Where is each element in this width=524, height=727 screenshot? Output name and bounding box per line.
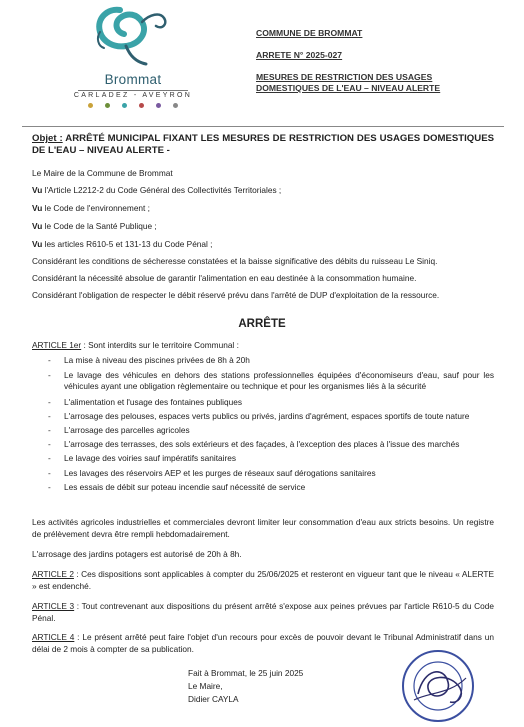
objet-text: ARRÊTÉ MUNICIPAL FIXANT LES MESURES DE RESTRICTION DES USAGES DOMESTIQUES DE L'EAU – NIVEAU ALERTE - (32, 133, 494, 156)
list-item: - L'arrosage des parcelles agricoles (48, 425, 494, 436)
logo-dot (88, 103, 93, 108)
logo-name: Brommat (104, 72, 162, 87)
logo-subtitle: CARLADEZ - AVEYRON (73, 92, 193, 99)
considerant-line: Considérant la nécessité absolue de garantir l'alimentation en eau destinée à la consommation humaine. (32, 273, 417, 283)
logo-dot (173, 103, 178, 108)
list-item: - Les lavages des réservoirs AEP et les purges de réseaux sauf dérogations sanitaires (48, 468, 494, 479)
signature-place-date: Fait à Brommat, le 25 juin 2025 (188, 668, 304, 678)
header-commune: COMMUNE DE BROMMAT (256, 28, 363, 38)
vu-line: Vu le Code de l'environnement ; (32, 203, 150, 213)
article1-potagers: L'arrosage des jardins potagers est autorisé de 20h à 8h. (32, 549, 242, 559)
header-title-line2: DOMESTIQUES DE L'EAU – NIVEAU ALERTE (256, 83, 441, 93)
logo-dots (88, 103, 178, 108)
list-item: - L'alimentation et l'usage des fontaines publiques (48, 397, 494, 408)
signature-name: Didier CAYLA (188, 694, 239, 704)
list-item: - Les essais de débit sur poteau incendie sauf nécessité de service (48, 482, 494, 493)
signature-role: Le Maire, (188, 681, 223, 691)
mayor-stamp-icon (400, 648, 476, 724)
list-item: - L'arrosage des pelouses, espaces verts publics ou privés, jardins d'agrément, espaces sportifs de toute nature (48, 411, 494, 422)
logo-dot (105, 103, 110, 108)
logo-dot (122, 103, 127, 108)
list-item: - L'arrosage des terrasses, des sols extérieurs et des façades, à l'exception des places à l'issue des marchés (48, 439, 494, 450)
arrete-heading: ARRÊTE (238, 318, 286, 330)
article2: ARTICLE 2 : Ces dispositions sont applicables à compter du 25/06/2025 et resteront en vigueur tant que le niveau « ALERTE » est endenché. (32, 569, 494, 591)
header-rule (22, 126, 504, 127)
commune-logo (73, 4, 193, 112)
vu-line: Vu les articles R610-5 et 131-13 du Code Pénal ; (32, 239, 213, 249)
objet-label: Objet : (32, 133, 63, 144)
logo-divider (78, 90, 188, 91)
objet (32, 133, 494, 157)
header-arrete-number: ARRETE N° 2025-027 (256, 50, 343, 60)
considerant-line: Considérant l'obligation de respecter le débit réservé prévu dans l'arrêté de DUP d'exploitation de la ressource. (32, 290, 440, 300)
article1-activities: Les activités agricoles industrielles et commerciales devront limiter leur consommation d'eau aux stricts besoins. Un registre de prélèvement devra être rempli hebdomadairement. (32, 517, 494, 539)
vu-line: Vu le Code de la Santé Publique ; (32, 221, 157, 231)
logo-dot (156, 103, 161, 108)
article3: ARTICLE 3 : Tout contrevenant aux dispositions du présent arrêté s'expose aux peines prévues par l'article R610-5 du Code Pénal. (32, 601, 494, 623)
vu-line: Vu l'Article L2212-2 du Code Général des Collectivités Territoriales ; (32, 185, 282, 195)
maire-line: Le Maire de la Commune de Brommat (32, 168, 173, 178)
considerant-line: Considérant les conditions de sécheresse constatées et la baisse significative des débits du ruisseau Le Siniq. (32, 256, 438, 266)
brommat-logo-icon (90, 4, 176, 70)
article4: ARTICLE 4 : Le présent arrêté peut faire l'objet d'un recours pour excès de pouvoir devant le Tribunal Administratif dans un délai de 2 mois à compter de sa publication. (32, 632, 494, 654)
list-item: - Le lavage des véhicules en dehors des stations professionnelles équipées d'économiseurs d'eau, sauf pour les véhicules ayant une obligation règlementaire ou technique et pour les organismes liés à la sécurité (48, 370, 494, 392)
header-title-line1: MESURES DE RESTRICTION DES USAGES (256, 72, 433, 82)
list-item: - La mise à niveau des piscines privées de 8h à 20h (48, 355, 494, 366)
logo-dot (139, 103, 144, 108)
article1-intro: ARTICLE 1er : Sont interdits sur le territoire Communal : (32, 340, 239, 350)
article1-list (48, 355, 494, 493)
list-item: - Le lavage des voiries sauf impératifs sanitaires (48, 453, 494, 464)
